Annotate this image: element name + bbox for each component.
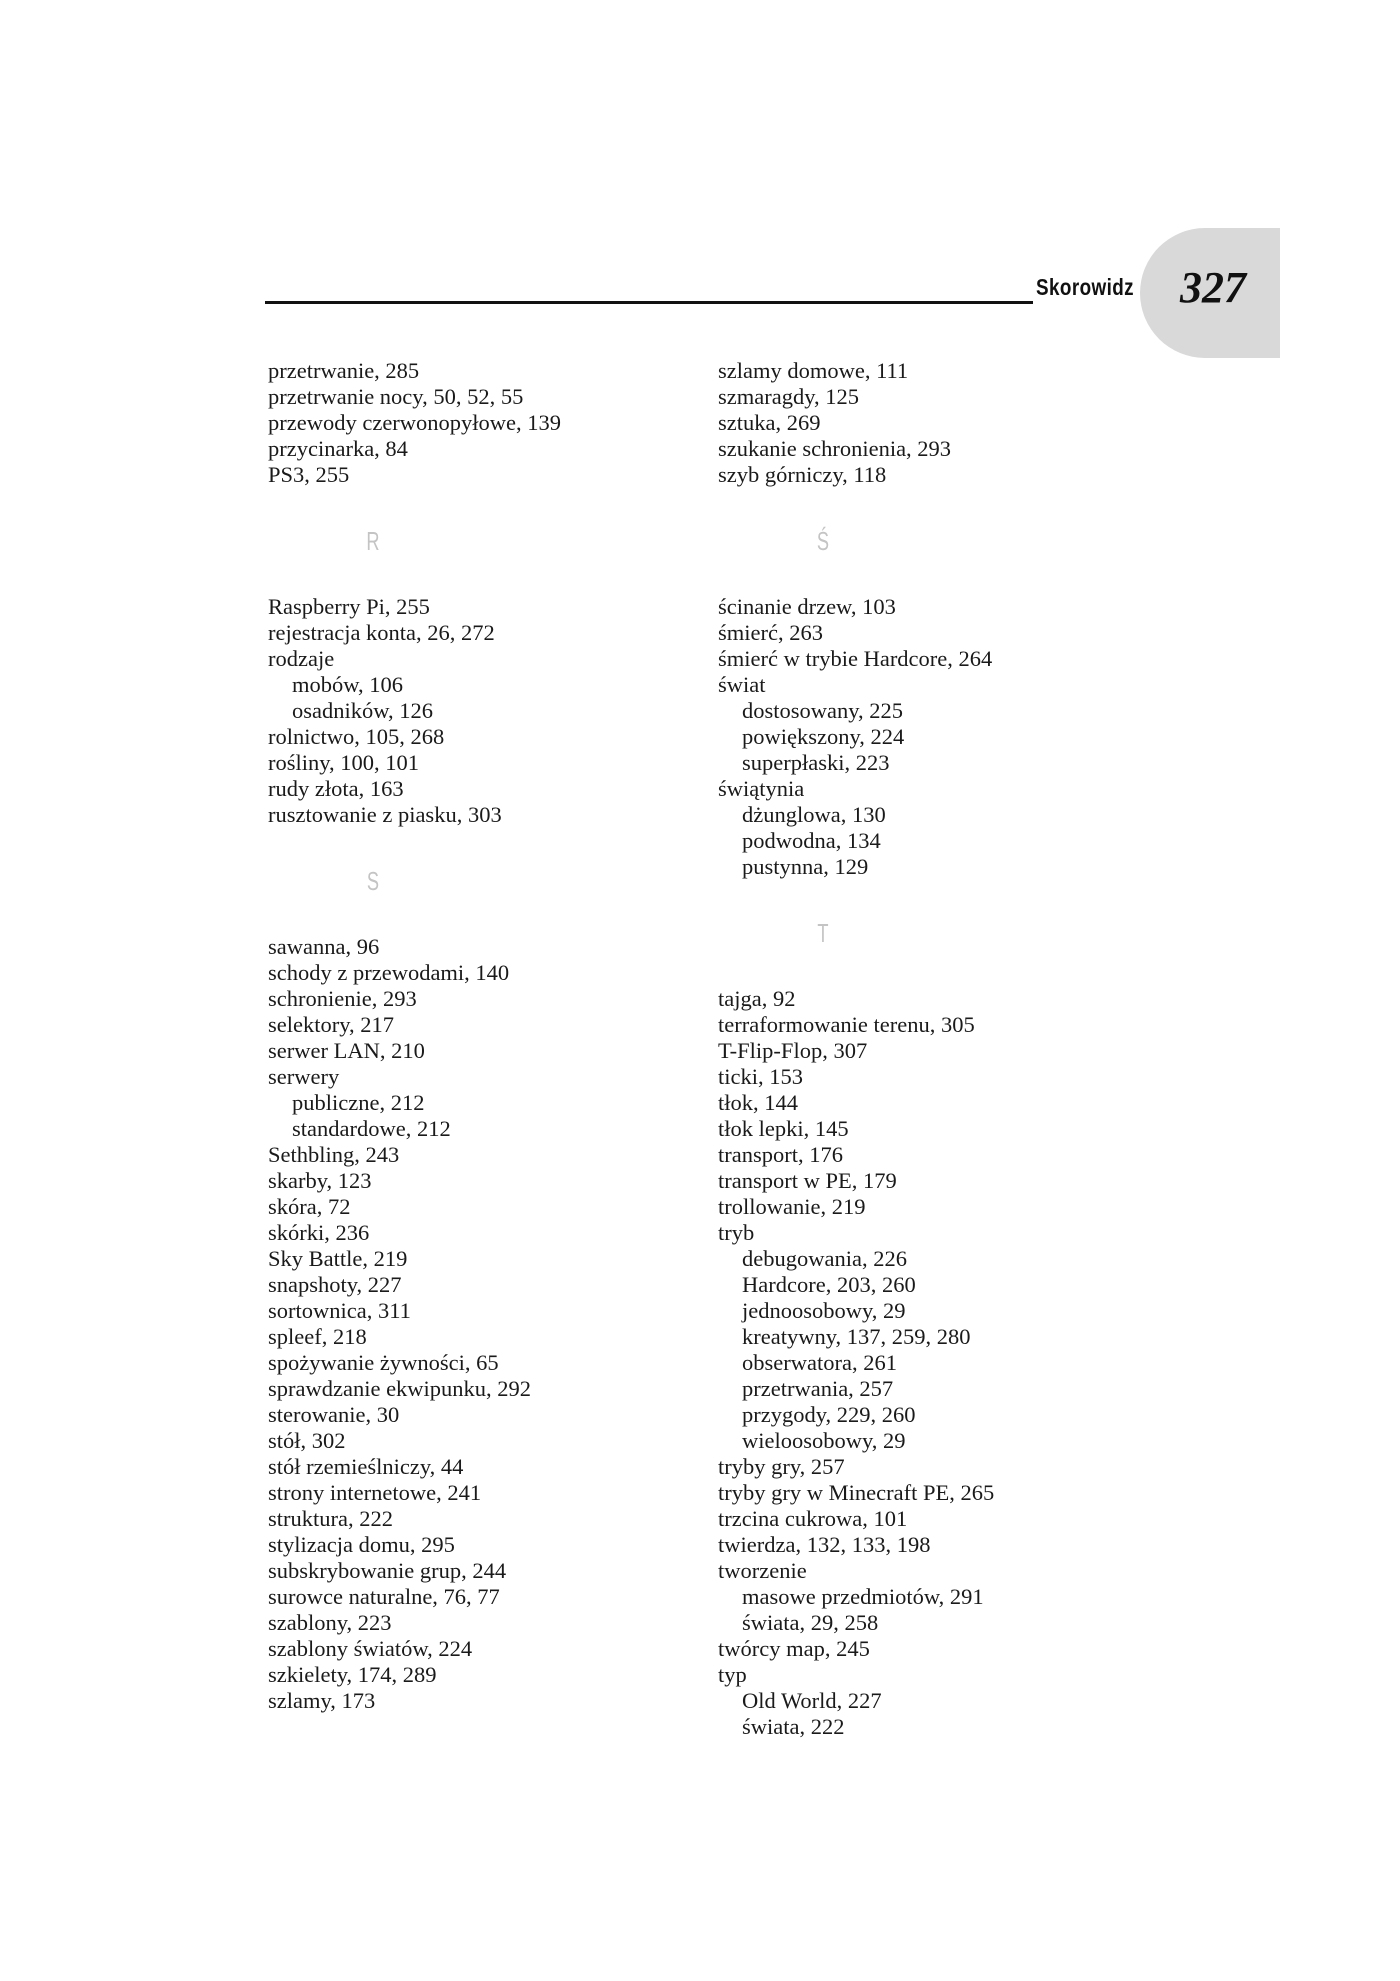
index-subentry: przygody, 229, 260 <box>742 1402 916 1427</box>
index-entry: tryb <box>718 1220 755 1245</box>
index-entry: T-Flip-Flop, 307 <box>718 1038 868 1063</box>
index-entry: schody z przewodami, 140 <box>268 960 510 985</box>
index-entry: szukanie schronienia, 293 <box>718 436 952 461</box>
index-entry: Sky Battle, 219 <box>268 1246 408 1271</box>
index-entry: skóra, 72 <box>268 1194 351 1219</box>
index-entry: przewody czerwonopyłowe, 139 <box>268 410 562 435</box>
index-subentry: Old World, 227 <box>742 1688 882 1713</box>
index-subentry: Hardcore, 203, 260 <box>742 1272 916 1297</box>
index-entry: stylizacja domu, 295 <box>268 1532 455 1557</box>
index-entry: przetrwanie nocy, 50, 52, 55 <box>268 384 524 409</box>
index-entry: szyb górniczy, 118 <box>718 462 887 487</box>
index-subentry: debugowania, 226 <box>742 1246 907 1271</box>
index-entry: tryby gry w Minecraft PE, 265 <box>718 1480 995 1505</box>
index-subentry: superpłaski, 223 <box>742 750 890 775</box>
index-entry: strony internetowe, 241 <box>268 1480 482 1505</box>
index-column-left <box>268 358 728 1714</box>
index-entry: przetrwanie, 285 <box>268 358 420 383</box>
index-subentry: obserwatora, 261 <box>742 1350 897 1375</box>
header-rule <box>265 301 1033 304</box>
index-entry: PS3, 255 <box>268 462 350 487</box>
index-entry: stół, 302 <box>268 1428 346 1453</box>
index-entry: świątynia <box>718 776 805 801</box>
index-entry: rolnictwo, 105, 268 <box>268 724 445 749</box>
index-entry: Sethbling, 243 <box>268 1142 400 1167</box>
index-entry: serwer LAN, 210 <box>268 1038 425 1063</box>
index-entry: tłok lepki, 145 <box>718 1116 849 1141</box>
index-entry: szlamy domowe, 111 <box>718 358 909 383</box>
index-column-right <box>718 358 1178 1740</box>
index-subentry: kreatywny, 137, 259, 280 <box>742 1324 971 1349</box>
index-entry: szkielety, 174, 289 <box>268 1662 437 1687</box>
index-entry: tłok, 144 <box>718 1090 799 1115</box>
index-subentry: świata, 29, 258 <box>742 1610 879 1635</box>
index-entry: świat <box>718 672 766 697</box>
index-entry: schronienie, 293 <box>268 986 417 1011</box>
index-subentry: dżunglowa, 130 <box>742 802 886 827</box>
index-entry: trollowanie, 219 <box>718 1194 866 1219</box>
index-subentry: powiększony, 224 <box>742 724 905 749</box>
index-entry: skarby, 123 <box>268 1168 372 1193</box>
index-subentry: dostosowany, 225 <box>742 698 904 723</box>
index-entry: terraformowanie terenu, 305 <box>718 1012 975 1037</box>
index-entry: transport w PE, 179 <box>718 1168 897 1193</box>
index-subentry: pustynna, 129 <box>742 854 869 879</box>
index-entry: surowce naturalne, 76, 77 <box>268 1584 500 1609</box>
index-entry: trzcina cukrowa, 101 <box>718 1506 908 1531</box>
index-entry: stół rzemieślniczy, 44 <box>268 1454 464 1479</box>
index-entry: subskrybowanie grup, 244 <box>268 1558 507 1583</box>
index-entry: sterowanie, 30 <box>268 1402 400 1427</box>
index-entry: sawanna, 96 <box>268 934 380 959</box>
index-entry: transport, 176 <box>718 1142 843 1167</box>
page-number: 327 <box>1180 263 1246 312</box>
index-entry: tryby gry, 257 <box>718 1454 845 1479</box>
index-entry: przycinarka, 84 <box>268 436 408 461</box>
index-entry: twierdza, 132, 133, 198 <box>718 1532 931 1557</box>
index-entry: sortownica, 311 <box>268 1298 411 1323</box>
index-subentry: wieloosobowy, 29 <box>742 1428 906 1453</box>
index-entry: szablony, 223 <box>268 1610 392 1635</box>
index-entry: skórki, 236 <box>268 1220 370 1245</box>
index-subentry: osadników, 126 <box>292 698 434 723</box>
index-entry: selektory, 217 <box>268 1012 395 1037</box>
index-entry: ścinanie drzew, 103 <box>718 594 896 619</box>
index-subentry: publiczne, 212 <box>292 1090 425 1115</box>
index-entry: serwery <box>268 1064 340 1089</box>
index-entry: rośliny, 100, 101 <box>268 750 420 775</box>
index-entry: Raspberry Pi, 255 <box>268 594 430 619</box>
index-subentry: podwodna, 134 <box>742 828 881 853</box>
index-entry: rusztowanie z piasku, 303 <box>268 802 502 827</box>
index-entry: snapshoty, 227 <box>268 1272 402 1297</box>
index-entry: tajga, 92 <box>718 986 796 1011</box>
index-entry: śmierć, 263 <box>718 620 823 645</box>
index-entry: sprawdzanie ekwipunku, 292 <box>268 1376 532 1401</box>
index-entry: rejestracja konta, 26, 272 <box>268 620 495 645</box>
index-entry: spożywanie żywności, 65 <box>268 1350 499 1375</box>
index-entry: typ <box>718 1662 747 1687</box>
index-entry: szlamy, 173 <box>268 1688 376 1713</box>
index-subentry: mobów, 106 <box>292 672 404 697</box>
section-letter: Ś <box>816 526 830 556</box>
index-entry: tworzenie <box>718 1558 807 1583</box>
index-entry: śmierć w trybie Hardcore, 264 <box>718 646 993 671</box>
section-letter: S <box>366 866 380 896</box>
index-subentry: świata, 222 <box>742 1714 845 1739</box>
index-subentry: masowe przedmiotów, 291 <box>742 1584 984 1609</box>
index-entry: rodzaje <box>268 646 335 671</box>
index-subentry: jednoosobowy, 29 <box>742 1298 906 1323</box>
index-entry: sztuka, 269 <box>718 410 821 435</box>
index-entry: rudy złota, 163 <box>268 776 404 801</box>
section-letter: T <box>817 918 829 948</box>
index-entry: twórcy map, 245 <box>718 1636 870 1661</box>
index-subentry: standardowe, 212 <box>292 1116 451 1141</box>
index-subentry: przetrwania, 257 <box>742 1376 894 1401</box>
index-entry: spleef, 218 <box>268 1324 367 1349</box>
index-entry: struktura, 222 <box>268 1506 393 1531</box>
section-letter: R <box>366 526 380 556</box>
index-entry: szablony światów, 224 <box>268 1636 473 1661</box>
index-entry: ticki, 153 <box>718 1064 803 1089</box>
running-header-title: Skorowidz <box>1036 274 1135 300</box>
index-entry: szmaragdy, 125 <box>718 384 859 409</box>
